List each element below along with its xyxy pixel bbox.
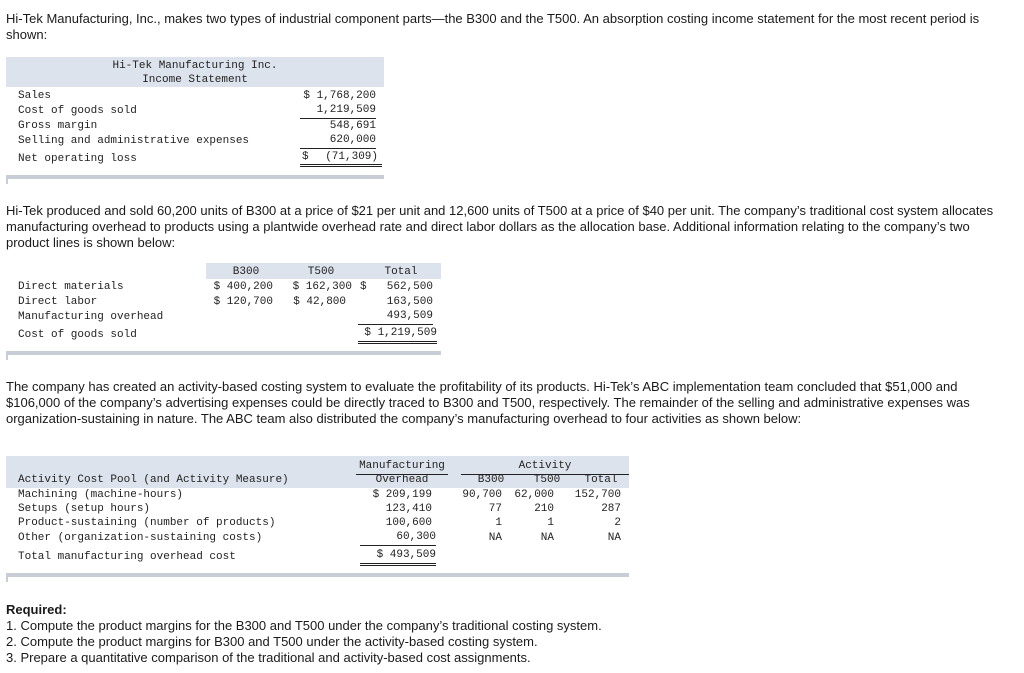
product-table-bottom-bar	[6, 351, 441, 355]
cogs-label: Cost of goods sold	[18, 105, 137, 117]
sales-value: $ 1,768,200	[303, 90, 376, 102]
product-header-b300: B300	[232, 266, 260, 278]
other-t500: NA	[540, 532, 554, 544]
required-item-2: 2. Compute the product margins for B300 and T500 under the activity-based costing system.	[6, 634, 538, 649]
other-overhead: 60,300	[360, 530, 436, 546]
product-sustaining-overhead: 100,600	[385, 517, 432, 529]
product-sustaining-label: Product-sustaining (number of products)	[18, 517, 276, 529]
header-overhead: Overhead	[375, 474, 429, 486]
product-sustaining-total: 2	[614, 517, 621, 529]
activity-cost-table	[6, 456, 629, 573]
sga-value: 620,000	[300, 133, 376, 149]
required-section	[6, 602, 1006, 666]
abc-paragraph: The company has created an activity-based costing system to evaluate the profitability of its products. Hi-Tek’s ABC implementation team concluded that $51,000 and $106,000 of the company’s advertising expenses could be directly traced to B300 and T500, respectively. The remainder of the selling and administrative expenses was organization-sustaining in nature. The ABC team also distributed the company’s manufacturing overhead to four activities as shown below:	[6, 379, 970, 426]
dm-dollar: $	[360, 281, 367, 293]
sga-label: Selling and administrative expenses	[18, 135, 250, 147]
intro-paragraph: Hi-Tek Manufacturing, Inc., makes two types of industrial component parts—the B300 and the T500. An absorption costing income statement for the most recent period is shown:	[6, 11, 980, 42]
required-heading: Required:	[6, 602, 67, 617]
setups-total: 287	[601, 503, 621, 515]
machining-total: 152,700	[574, 489, 621, 501]
machining-t500: 62,000	[514, 489, 554, 501]
income-table-bottom-bar	[6, 175, 384, 179]
setups-label: Setups (setup hours)	[18, 503, 151, 515]
product-header-total: Total	[384, 266, 418, 278]
setups-t500: 210	[534, 503, 554, 515]
dm-t500: $ 162,300	[292, 281, 352, 293]
dm-label: Direct materials	[18, 281, 124, 293]
setups-b300: 77	[488, 503, 502, 515]
activity-table-bottom-bar	[6, 573, 629, 577]
net-loss-value: (71,309)	[325, 151, 378, 163]
other-label: Other (organization-sustaining costs)	[18, 532, 263, 544]
setups-overhead: 123,410	[385, 503, 432, 515]
header-b300: B300	[477, 474, 505, 486]
cogs2-total: $ 1,219,509	[358, 326, 437, 344]
dl-label: Direct labor	[18, 296, 98, 308]
mo-total: 493,509	[358, 309, 433, 325]
total-overhead-value: $ 493,509	[360, 548, 436, 566]
production-paragraph: Hi-Tek produced and sold 60,200 units of B300 at a price of $21 per unit and 12,600 units of T500 at a price of $40 per unit. The company’s traditional cost system allocates manufacturing overhead to products using a plantwide overhead rate and direct labor dollars as the allocation base. Additional information relating to the company’s two product lines is shown below:	[6, 203, 994, 250]
gross-margin-label: Gross margin	[18, 120, 98, 132]
net-loss-dollar: $	[302, 151, 309, 163]
dm-b300: $ 400,200	[213, 281, 273, 293]
dm-total: 562,500	[386, 281, 433, 293]
header-cost-pool: Activity Cost Pool (and Activity Measure)	[18, 474, 289, 486]
cogs-value: 1,219,509	[300, 103, 376, 119]
header-manufacturing: Manufacturing	[356, 459, 448, 475]
machining-overhead: $ 209,199	[372, 489, 432, 501]
gross-margin-value: 548,691	[329, 120, 376, 132]
mo-label: Manufacturing overhead	[18, 311, 164, 323]
other-total: NA	[607, 532, 621, 544]
dl-b300: $ 120,700	[213, 296, 273, 308]
sales-label: Sales	[18, 90, 52, 102]
header-t500: T500	[533, 474, 561, 486]
required-item-1: 1. Compute the product margins for the B300 and T500 under the company’s traditional costing system.	[6, 618, 602, 633]
product-sustaining-t500: 1	[547, 517, 554, 529]
other-b300: NA	[488, 532, 502, 544]
net-loss-value-cell	[300, 150, 382, 167]
machining-b300: 90,700	[462, 489, 502, 501]
header-activity: Activity	[461, 459, 629, 475]
cogs2-label: Cost of goods sold	[18, 329, 137, 341]
statement-title: Income Statement	[142, 74, 248, 86]
total-overhead-label: Total manufacturing overhead cost	[18, 551, 236, 563]
required-item-3: 3. Prepare a quantitative comparison of the traditional and activity-based cost assignments.	[6, 650, 531, 665]
company-name: Hi-Tek Manufacturing Inc.	[112, 60, 278, 72]
product-lines-table	[6, 263, 441, 351]
product-header-t500: T500	[307, 266, 335, 278]
income-statement-table	[6, 57, 384, 175]
dl-t500: $ 42,800	[293, 296, 346, 308]
net-loss-label: Net operating loss	[18, 153, 137, 165]
header-total: Total	[584, 474, 618, 486]
product-sustaining-b300: 1	[495, 517, 502, 529]
machining-label: Machining (machine-hours)	[18, 489, 184, 501]
dl-total: 163,500	[386, 296, 433, 308]
